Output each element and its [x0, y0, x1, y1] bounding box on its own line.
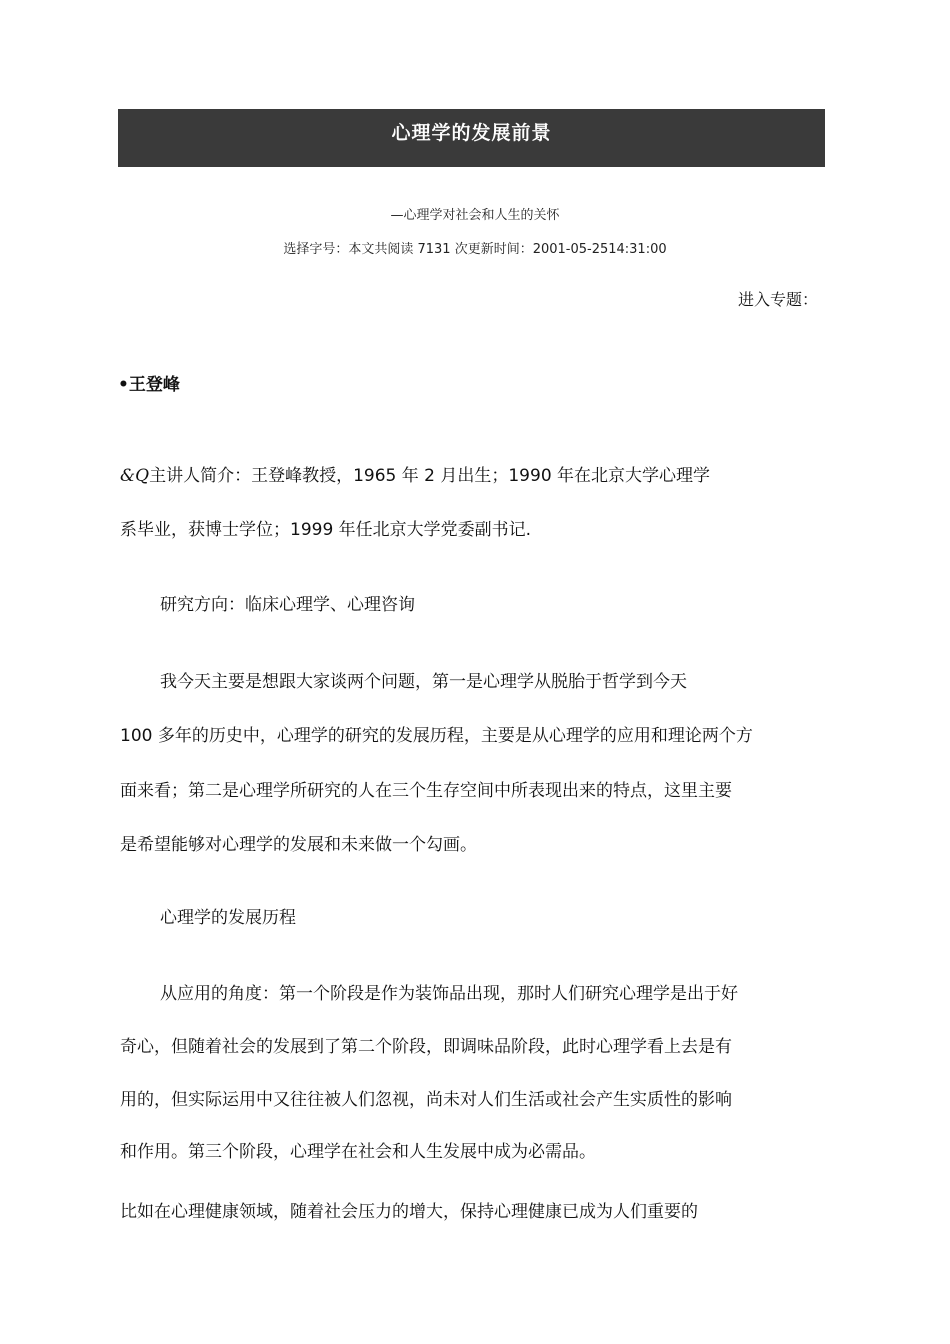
intro-line-1 — [120, 461, 710, 486]
para1-line-1: 我今天主要是想跟大家谈两个问题，第一是心理学从脱胎于哲学到今天 — [160, 672, 687, 692]
para2-line-4: 和作用。第三个阶段，心理学在社会和人生发展中成为必需品。 — [120, 1142, 596, 1162]
title-banner — [118, 109, 825, 167]
page-title: 心理学的发展前景 — [391, 122, 552, 144]
enter-topic-link[interactable]: 进入专题： — [737, 290, 818, 309]
para1-line-3: 面来看；第二是心理学所研究的人在三个生存空间中所表现出来的特点，这里主要 — [120, 781, 732, 801]
para1-line-4: 是希望能够对心理学的发展和未来做一个勾画。 — [120, 835, 477, 855]
para1-line-2: 100 多年的历史中，心理学的研究的发展历程，主要是从心理学的应用和理论两个方 — [120, 726, 753, 746]
author-name: •王登峰 — [118, 375, 180, 395]
para2-line-1: 从应用的角度：第一个阶段是作为装饰品出现，那时人们研究心理学是出于好 — [160, 984, 738, 1004]
section-heading: 心理学的发展历程 — [160, 908, 296, 928]
research-direction: 研究方向：临床心理学、心理咨询 — [160, 595, 415, 615]
article-meta: 选择字号：本文共阅读 7131 次更新时间：2001-05-2514:31:00 — [283, 242, 667, 257]
intro-mark: &Q — [120, 466, 150, 486]
para2-line-3: 用的，但实际运用中又往往被人们忽视，尚未对人们生活或社会产生实质性的影响 — [120, 1090, 732, 1110]
intro-text-1: 主讲人简介：王登峰教授，1965 年 2 月出生；1990 年在北京大学心理学 — [149, 466, 711, 486]
para2-line-2: 奇心，但随着社会的发展到了第二个阶段，即调味品阶段，此时心理学看上去是有 — [120, 1037, 732, 1057]
page-subtitle: —心理学对社会和人生的关怀 — [390, 208, 560, 223]
intro-line-2: 系毕业，获博士学位；1999 年任北京大学党委副书记. — [120, 520, 532, 540]
para3-line-1: 比如在心理健康领域，随着社会压力的增大，保持心理健康已成为人们重要的 — [120, 1202, 698, 1222]
